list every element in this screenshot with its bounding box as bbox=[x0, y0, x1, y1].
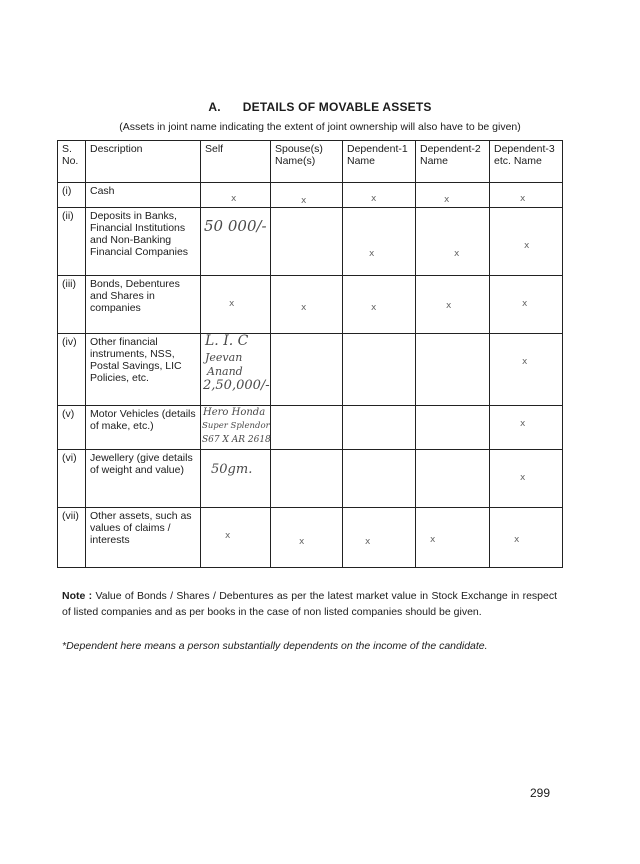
cell-self bbox=[201, 508, 271, 568]
cross-mark: x bbox=[522, 299, 528, 309]
cell-dependent-3 bbox=[490, 183, 563, 208]
row-sno: (vi) bbox=[58, 450, 86, 508]
row-sno: (vii) bbox=[58, 508, 86, 568]
row-sno: (iii) bbox=[58, 276, 86, 334]
cell-self bbox=[201, 406, 271, 450]
table-row bbox=[58, 208, 563, 276]
cell-dependent-2 bbox=[416, 406, 490, 450]
row-description: Other assets, such as values of claims / interests bbox=[86, 508, 201, 568]
cell-dependent-3 bbox=[490, 406, 563, 450]
cell-dependent-3 bbox=[490, 508, 563, 568]
column-header-spouse: Spouse(s) Name(s) bbox=[271, 141, 343, 183]
cell-spouse bbox=[271, 508, 343, 568]
cross-mark: x bbox=[430, 535, 436, 545]
row-description: Bonds, Debentures and Shares in companies bbox=[86, 276, 201, 334]
cell-self bbox=[201, 208, 271, 276]
row-description: Motor Vehicles (details of make, etc.) bbox=[86, 406, 201, 450]
cell-dependent-3 bbox=[490, 208, 563, 276]
handwritten-line: Anand bbox=[207, 365, 243, 378]
row-description: Cash bbox=[86, 183, 201, 208]
column-header-description: Description bbox=[86, 141, 201, 183]
handwritten-line: L. I. C bbox=[205, 333, 249, 349]
column-header-dependent-2: Dependent-2 Name bbox=[416, 141, 490, 183]
column-header-self: Self bbox=[201, 141, 271, 183]
row-sno: (ii) bbox=[58, 208, 86, 276]
cell-dependent-2 bbox=[416, 450, 490, 508]
section-subheading: (Assets in joint name indicating the extent of joint ownership will also have to be given) bbox=[119, 121, 521, 133]
cross-mark: x bbox=[365, 537, 371, 547]
cross-mark: x bbox=[520, 473, 526, 483]
cell-self bbox=[201, 334, 271, 406]
dependent-footnote: *Dependent here means a person substantially dependents on the income of the candidate. bbox=[62, 640, 488, 652]
section-heading bbox=[0, 100, 640, 114]
cell-dependent-2 bbox=[416, 276, 490, 334]
cross-mark: x bbox=[371, 194, 377, 204]
table-row bbox=[58, 183, 563, 208]
table-row bbox=[58, 450, 563, 508]
cell-dependent-1 bbox=[343, 276, 416, 334]
table-row bbox=[58, 276, 563, 334]
handwritten-line: Jeevan bbox=[205, 351, 243, 364]
cell-dependent-2 bbox=[416, 183, 490, 208]
cell-self bbox=[201, 450, 271, 508]
cross-mark: x bbox=[231, 194, 237, 204]
cell-dependent-3 bbox=[490, 276, 563, 334]
section-title: DETAILS OF MOVABLE ASSETS bbox=[242, 100, 432, 114]
cell-spouse bbox=[271, 183, 343, 208]
cell-self bbox=[201, 183, 271, 208]
cross-mark: x bbox=[301, 196, 307, 206]
cell-dependent-3 bbox=[490, 334, 563, 406]
table-header-row bbox=[58, 141, 563, 183]
cell-dependent-2 bbox=[416, 208, 490, 276]
cell-spouse bbox=[271, 450, 343, 508]
cell-dependent-1 bbox=[343, 406, 416, 450]
note-text: Value of Bonds / Shares / Debentures as per the latest market value in Stock Exchange in respect of listed companies and as per books in the case of non listed companies should be given. bbox=[62, 590, 558, 618]
cell-dependent-1 bbox=[343, 334, 416, 406]
cell-dependent-1 bbox=[343, 208, 416, 276]
handwritten-line: Super Splendor bbox=[202, 421, 270, 431]
table-row bbox=[58, 334, 563, 406]
cell-spouse bbox=[271, 208, 343, 276]
handwritten-line: Hero Honda bbox=[203, 407, 266, 418]
cross-mark: x bbox=[225, 531, 231, 541]
cell-self bbox=[201, 276, 271, 334]
cross-mark: x bbox=[301, 303, 307, 313]
cell-dependent-1 bbox=[343, 508, 416, 568]
cell-spouse bbox=[271, 406, 343, 450]
column-header-sno: S. No. bbox=[58, 141, 86, 183]
valuation-note bbox=[62, 588, 557, 620]
movable-assets-table bbox=[57, 140, 563, 568]
cell-spouse bbox=[271, 334, 343, 406]
cell-dependent-3 bbox=[490, 450, 563, 508]
cross-mark: x bbox=[514, 535, 520, 545]
handwritten-line: S67 X AR 2618 bbox=[202, 435, 271, 445]
section-letter: A. bbox=[208, 100, 221, 114]
cross-mark: x bbox=[522, 357, 528, 367]
cell-dependent-1 bbox=[343, 183, 416, 208]
cell-dependent-2 bbox=[416, 508, 490, 568]
cross-mark: x bbox=[520, 194, 526, 204]
cross-mark: x bbox=[454, 249, 460, 259]
cross-mark: x bbox=[524, 241, 530, 251]
row-sno: (iv) bbox=[58, 334, 86, 406]
column-header-dependent-3: Dependent-3 etc. Name bbox=[490, 141, 563, 183]
handwritten-amount: 50 000/- bbox=[204, 217, 267, 235]
row-sno: (i) bbox=[58, 183, 86, 208]
cross-mark: x bbox=[299, 537, 305, 547]
cell-spouse bbox=[271, 276, 343, 334]
cross-mark: x bbox=[446, 301, 452, 311]
cross-mark: x bbox=[520, 419, 526, 429]
handwritten-weight: 50gm. bbox=[211, 462, 253, 477]
page-number: 299 bbox=[530, 786, 551, 800]
cross-mark: x bbox=[369, 249, 375, 259]
cross-mark: x bbox=[444, 195, 450, 205]
row-sno: (v) bbox=[58, 406, 86, 450]
row-description: Other financial instruments, NSS, Postal Savings, LIC Policies, etc. bbox=[86, 334, 201, 406]
column-header-dependent-1: Dependent-1 Name bbox=[343, 141, 416, 183]
note-label: Note : bbox=[62, 590, 93, 602]
row-description: Deposits in Banks, Financial Institutions and Non-Banking Financial Companies bbox=[86, 208, 201, 276]
handwritten-line: 2,50,000/- bbox=[203, 378, 270, 393]
cell-dependent-1 bbox=[343, 450, 416, 508]
cross-mark: x bbox=[371, 303, 377, 313]
cross-mark: x bbox=[229, 299, 235, 309]
cell-dependent-2 bbox=[416, 334, 490, 406]
table-row bbox=[58, 508, 563, 568]
table-row bbox=[58, 406, 563, 450]
row-description: Jewellery (give details of weight and value) bbox=[86, 450, 201, 508]
